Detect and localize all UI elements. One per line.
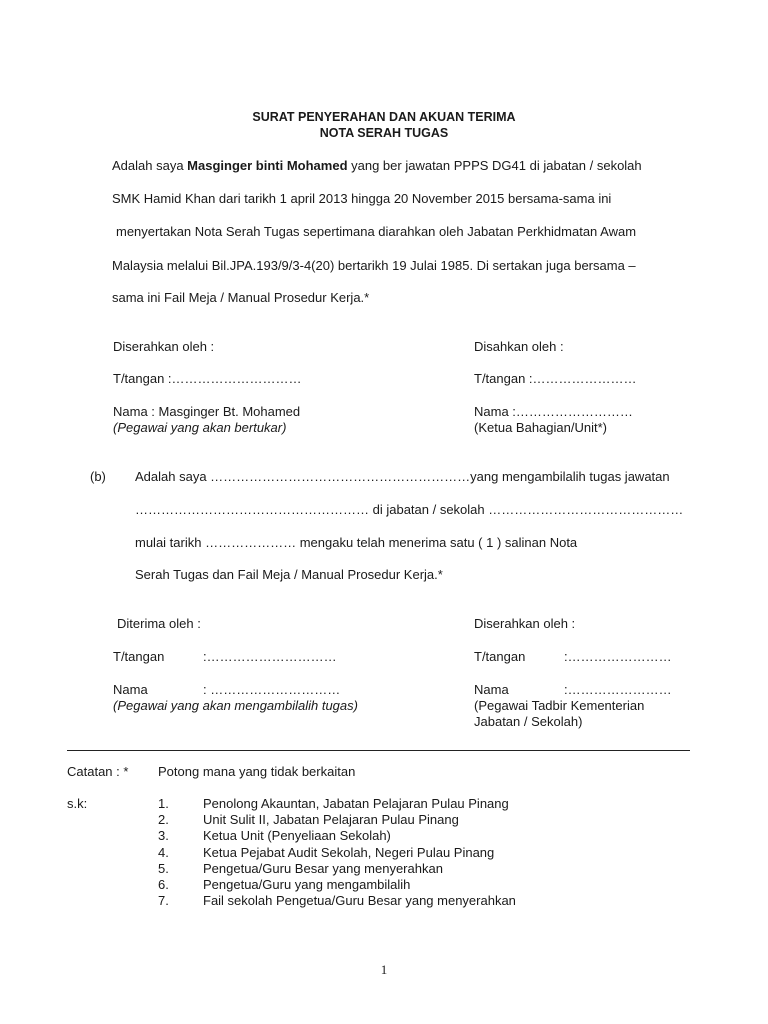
sk-item-number: 4. — [158, 845, 169, 860]
handed-over-role: (Pegawai yang akan bertukar) — [113, 420, 287, 435]
para-a-line-3: menyertakan Nota Serah Tugas sepertimana diarahkan oleh Jabatan Perkhidmatan Awam — [116, 224, 637, 239]
handed-over-name-line-b: :…………………… — [564, 682, 672, 697]
received-signature-line: :………………………… — [203, 649, 337, 664]
handed-over-signature: T/tangan :………………………… — [113, 371, 302, 386]
sk-item-number: 6. — [158, 877, 169, 892]
sk-item-text: Pengetua/Guru Besar yang menyerahkan — [203, 861, 443, 876]
handed-over-signature-line-b: :…………………… — [564, 649, 672, 664]
sk-label: s.k: — [67, 796, 88, 811]
handed-over-role-b-line-1: (Pegawai Tadbir Kementerian — [474, 698, 645, 713]
para-b-marker: (b) — [90, 469, 106, 484]
sk-item-number: 2. — [158, 812, 169, 827]
sk-item-number: 3. — [158, 828, 169, 843]
catatan-text: Potong mana yang tidak berkaitan — [158, 764, 356, 779]
verified-name: Nama :……………………… — [474, 404, 633, 419]
handed-over-by-heading-b: Diserahkan oleh : — [474, 616, 576, 631]
verified-by-heading: Disahkan oleh : — [474, 339, 564, 354]
received-signature-label: T/tangan — [113, 649, 165, 664]
document-title: SURAT PENYERAHAN DAN AKUAN TERIMA — [252, 110, 516, 124]
handed-over-role-b-line-2: Jabatan / Sekolah) — [474, 714, 583, 729]
received-role: (Pegawai yang akan mengambilalih tugas) — [113, 698, 358, 713]
para-b-line-4: Serah Tugas dan Fail Meja / Manual Prosedur Kerja.* — [135, 567, 443, 582]
section-divider — [67, 750, 690, 751]
sk-item-text: Pengetua/Guru yang mengambilalih — [203, 877, 411, 892]
para-a-line-5: sama ini Fail Meja / Manual Prosedur Kerja.* — [112, 290, 370, 305]
sk-item-text: Penolong Akauntan, Jabatan Pelajaran Pulau Pinang — [203, 796, 509, 811]
page-number: 1 — [380, 962, 388, 977]
para-a-line-2: SMK Hamid Khan dari tarikh 1 april 2013 hingga 20 November 2015 bersama-sama ini — [112, 191, 612, 206]
sk-item-number: 5. — [158, 861, 169, 876]
sk-item-text: Ketua Pejabat Audit Sekolah, Negeri Pulau Pinang — [203, 845, 495, 860]
verified-signature: T/tangan :…………………… — [474, 371, 637, 386]
para-b-line-2: ……………………………………………… di jabatan / sekolah ……………………………………… — [135, 502, 684, 517]
para-b-line-3: mulai tarikh ………………… mengaku telah menerima satu ( 1 ) salinan Nota — [135, 535, 578, 550]
sk-item-text: Unit Sulit II, Jabatan Pelajaran Pulau Pinang — [203, 812, 459, 827]
handed-over-signature-label-b: T/tangan — [474, 649, 526, 664]
received-name-label: Nama — [113, 682, 148, 697]
handed-over-by-heading: Diserahkan oleh : — [113, 339, 215, 354]
handed-over-name-label-b: Nama — [474, 682, 509, 697]
sk-item-text: Ketua Unit (Penyeliaan Sekolah) — [203, 828, 391, 843]
received-name-line: : ………………………… — [203, 682, 341, 697]
para-b-line-1: Adalah saya ……………………………………………………yang mengambilalih tugas jawatan — [135, 469, 670, 484]
para-a-line-1: Adalah saya Masginger binti Mohamed yang ber jawatan PPPS DG41 di jabatan / sekolah — [112, 158, 642, 173]
catatan-label: Catatan : * — [67, 764, 129, 779]
document-subtitle: NOTA SERAH TUGAS — [319, 126, 449, 140]
verified-role: (Ketua Bahagian/Unit*) — [474, 420, 607, 435]
sk-item-number: 7. — [158, 893, 169, 908]
officer-name: Masginger binti Mohamed — [187, 158, 348, 173]
sk-item-text: Fail sekolah Pengetua/Guru Besar yang menyerahkan — [203, 893, 516, 908]
para-a-line-4: Malaysia melalui Bil.JPA.193/9/3-4(20) bertarikh 19 Julai 1985. Di sertakan juga bersama – — [112, 258, 636, 273]
handed-over-name: Nama : Masginger Bt. Mohamed — [113, 404, 301, 419]
received-by-heading: Diterima oleh : — [117, 616, 201, 631]
sk-item-number: 1. — [158, 796, 169, 811]
